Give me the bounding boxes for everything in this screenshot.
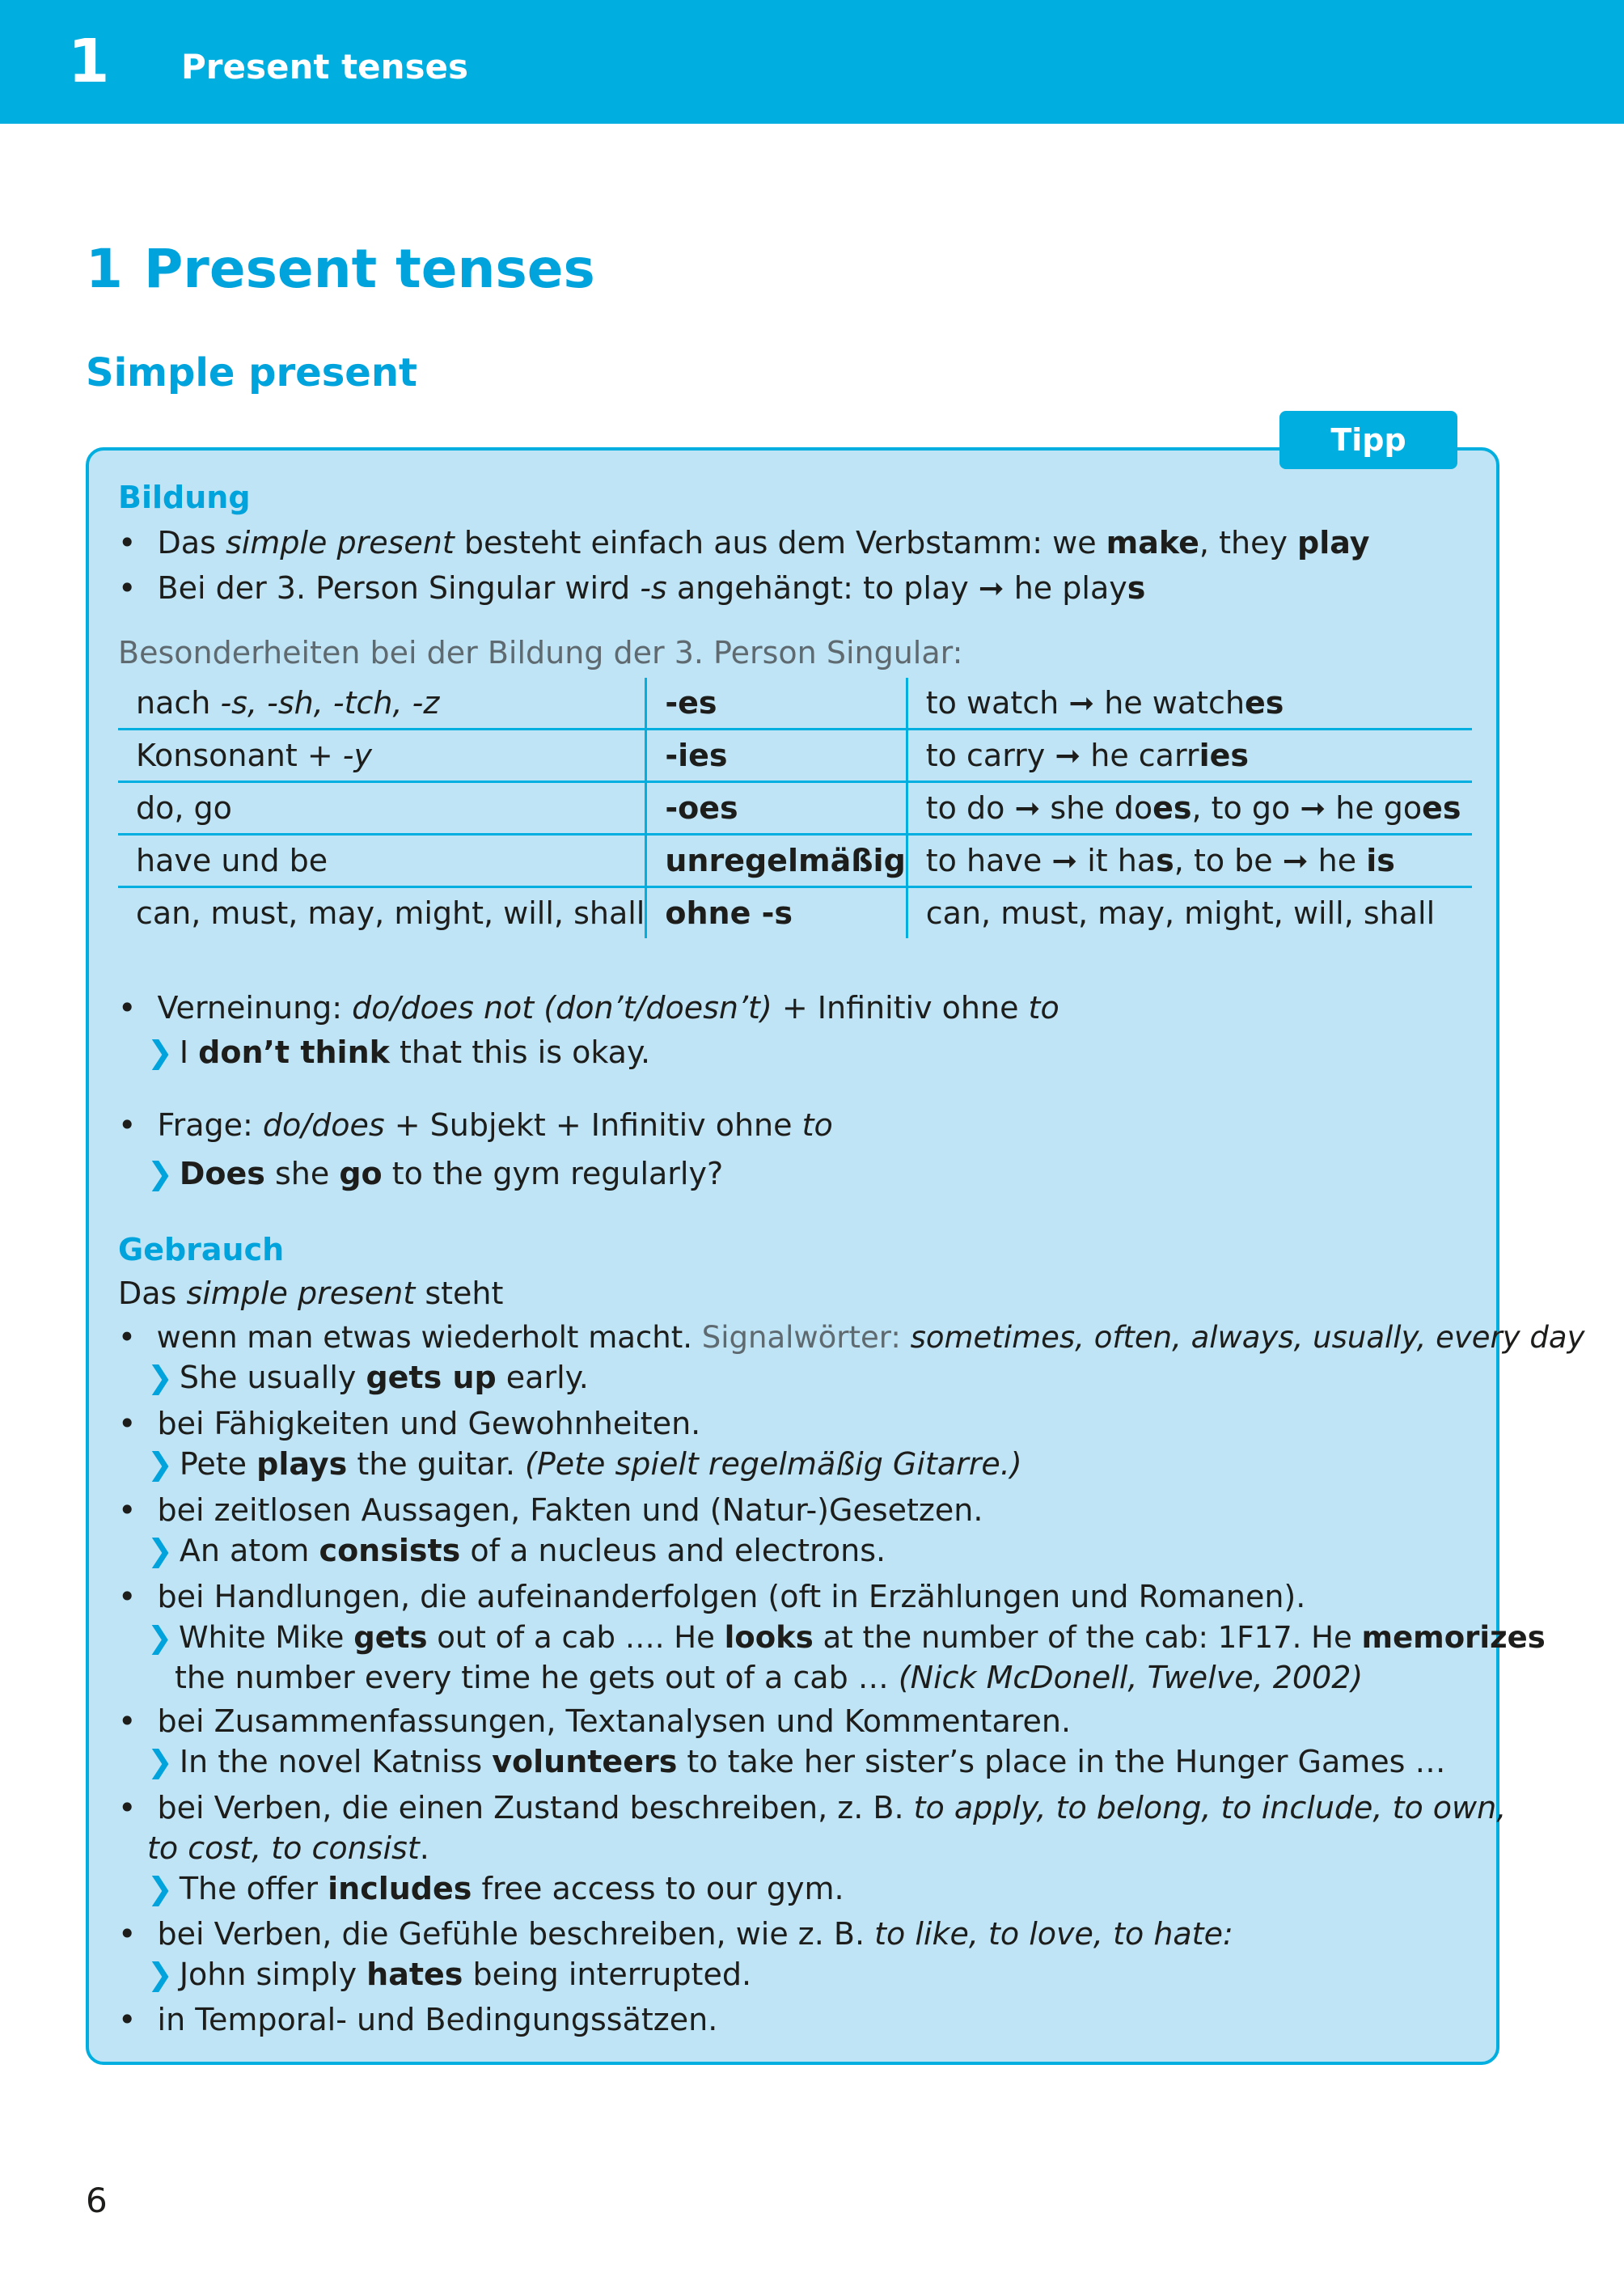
- table-cell-context: do, go: [118, 782, 646, 835]
- gebrauch-item-5: • bei Zusammenfassungen, Textanalysen und Kommentaren.: [118, 1703, 1072, 1739]
- bullet-icon: •: [118, 1916, 137, 1952]
- gebrauch-item-3: • bei zeitlosen Aussagen, Fakten und (Natur-)Gesetzen.: [118, 1492, 983, 1528]
- table-row: [118, 678, 1472, 730]
- gebrauch-item-8: • in Temporal- und Bedingungssätzen.: [118, 2002, 718, 2037]
- tipp-box: [86, 447, 1585, 2065]
- table-cell-example: can, must, may, might, will, shall: [907, 887, 1472, 939]
- page-number: 6: [86, 2181, 108, 2220]
- table-cell-ending: unregelmäßig: [646, 835, 907, 887]
- bildung-bullet-2: • Bei der 3. Person Singular wird -s angehängt: to play ➞ he plays: [118, 570, 1146, 606]
- negation-bullet: • Verneinung: do/does not (don’t/doesn’t) + Infinitiv ohne to: [118, 990, 1059, 1026]
- bullet-icon: •: [118, 1579, 137, 1614]
- gebrauch-item-7: • bei Verben, die Gefühle beschreiben, wie z. B. to like, to love, to hate:: [118, 1916, 1233, 1952]
- gebrauch-example-6: ❯ The offer includes free access to our gym.: [147, 1871, 844, 1906]
- example-arrow-icon: ❯: [147, 1360, 173, 1395]
- example-arrow-icon: ❯: [147, 1744, 173, 1779]
- gebrauch-example-4: ❯ White Mike gets out of a cab …. He looks at the number of the cab: 1F17. He memorizes: [147, 1620, 1546, 1655]
- bullet-icon: •: [118, 990, 137, 1026]
- gebrauch-item-2: • bei Fähigkeiten und Gewohnheiten.: [118, 1406, 701, 1441]
- table-cell-example: to carry ➞ he carries: [907, 730, 1472, 782]
- table-cell-example: to have ➞ it has, to be ➞ he is: [907, 835, 1472, 887]
- gebrauch-item-1: • wenn man etwas wiederholt macht. Signalwörter: sometimes, often, always, usually, every day: [118, 1320, 1585, 1355]
- negation-example: ❯ I don’t think that this is okay.: [147, 1034, 651, 1070]
- table-cell-ending: ohne -s: [646, 887, 907, 939]
- example-arrow-icon: ❯: [147, 1034, 173, 1070]
- bullet-icon: •: [118, 1492, 137, 1528]
- page-title: [86, 239, 595, 299]
- gebrauch-item-6: • bei Verben, die einen Zustand beschreiben, z. B. to apply, to belong, to include, to own,: [118, 1790, 1507, 1826]
- bullet-icon: •: [118, 1790, 137, 1826]
- gebrauch-example-3: ❯ An atom consists of a nucleus and electrons.: [147, 1533, 886, 1568]
- gebrauch-example-7: ❯ John simply hates being interrupted.: [147, 1957, 752, 1992]
- table-cell-context: nach -s, -sh, -tch, -z: [118, 678, 646, 730]
- gebrauch-heading: Gebrauch: [118, 1232, 285, 1267]
- bildung-bullet-1: • Das simple present besteht einfach aus dem Verbstamm: we make, they play: [118, 525, 1370, 561]
- table-cell-example: to watch ➞ he watches: [907, 678, 1472, 730]
- example-arrow-icon: ❯: [147, 1871, 173, 1906]
- table-row: [118, 782, 1472, 835]
- bullet-icon: •: [118, 1703, 137, 1739]
- example-arrow-icon: ❯: [147, 1533, 173, 1568]
- example-arrow-icon: ❯: [147, 1446, 173, 1482]
- bullet-icon: •: [118, 525, 137, 561]
- table-cell-ending: -ies: [646, 730, 907, 782]
- table-row: [118, 835, 1472, 887]
- bullet-icon: •: [118, 1107, 137, 1143]
- bullet-icon: •: [118, 570, 137, 606]
- bullet-icon: •: [118, 1320, 136, 1355]
- gebrauch-example-1: ❯ She usually gets up early.: [147, 1360, 589, 1395]
- bullet-icon: •: [118, 1406, 137, 1441]
- chapter-header-bar: [0, 0, 1624, 124]
- question-bullet: • Frage: do/does + Subjekt + Infinitiv ohne to: [118, 1107, 833, 1143]
- bullet-icon: •: [118, 2002, 137, 2037]
- gebrauch-example-2: ❯ Pete plays the guitar. (Pete spielt regelmäßig Gitarre.): [147, 1446, 1022, 1482]
- table-cell-context: Konsonant + -y: [118, 730, 646, 782]
- section-title: Simple present: [86, 350, 417, 396]
- table-row: [118, 887, 1472, 939]
- bildung-heading: Bildung: [118, 480, 251, 515]
- tipp-label: Tipp: [1279, 411, 1457, 469]
- gebrauch-item-4: • bei Handlungen, die aufeinanderfolgen (oft in Erzählungen und Romanen).: [118, 1579, 1306, 1614]
- table-cell-context: have und be: [118, 835, 646, 887]
- example-arrow-icon: ❯: [147, 1620, 173, 1655]
- table-cell-context: can, must, may, might, will, shall: [136, 895, 645, 931]
- page-title-number: 1: [86, 238, 123, 300]
- table-cell-ending: -oes: [646, 782, 907, 835]
- example-arrow-icon: ❯: [147, 1957, 173, 1992]
- page-title-text: Present tenses: [143, 238, 595, 300]
- question-example: ❯ Does she go to the gym regularly?: [147, 1156, 724, 1191]
- gebrauch-example-5: ❯ In the novel Katniss volunteers to take her sister’s place in the Hunger Games …: [147, 1744, 1446, 1779]
- chapter-number: 1: [68, 27, 110, 96]
- table-row: [118, 730, 1472, 782]
- table-cell-example: to do ➞ she does, to go ➞ he goes: [907, 782, 1472, 835]
- conjugation-table: [118, 678, 1472, 938]
- gebrauch-intro: Das simple present steht: [118, 1276, 504, 1311]
- gebrauch-item-6-continued: to cost, to consist.: [147, 1830, 429, 1866]
- chapter-title: Present tenses: [181, 47, 469, 87]
- table-caption: Besonderheiten bei der Bildung der 3. Person Singular:: [118, 635, 963, 671]
- example-arrow-icon: ❯: [147, 1156, 173, 1191]
- table-cell-ending: -es: [646, 678, 907, 730]
- gebrauch-example-4-continued: the number every time he gets out of a cab … (Nick McDonell, Twelve, 2002): [175, 1660, 1364, 1695]
